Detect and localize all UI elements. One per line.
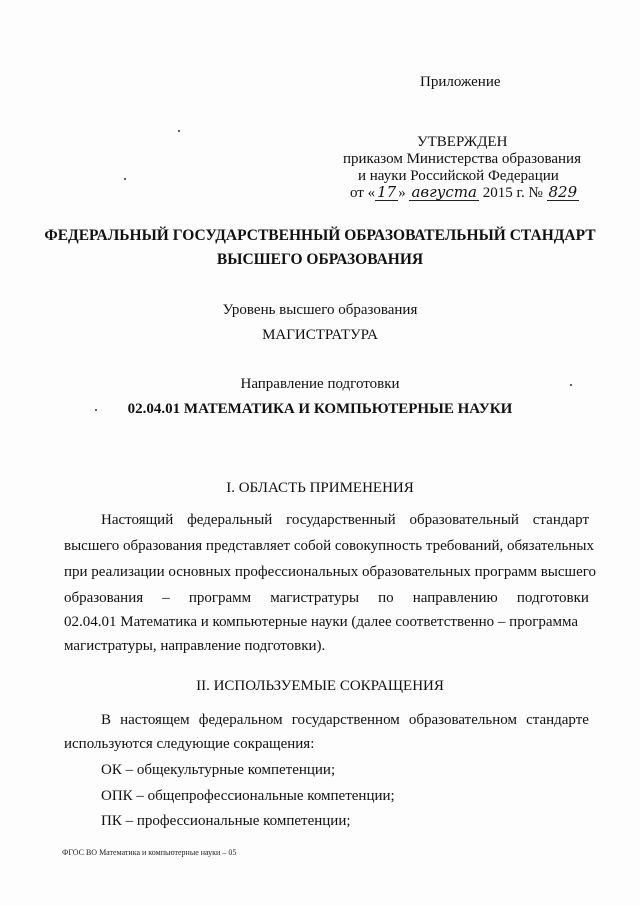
word: стандарте <box>526 712 589 728</box>
word: подготовки <box>516 590 589 606</box>
section-1-paragraph-line-2: высшего образования представляет собой совокупность требований, обязательных <box>64 538 594 554</box>
document-title-line-1: ФЕДЕРАЛЬНЫЙ ГОСУДАРСТВЕННЫЙ ОБРАЗОВАТЕЛЬНЫЙ СТАНДАРТ <box>44 227 596 244</box>
word: программ <box>188 590 252 606</box>
document-title-line-2: ВЫСШЕГО ОБРАЗОВАНИЯ <box>216 251 424 268</box>
word: образовательный <box>409 512 519 528</box>
word: направлению <box>412 590 498 606</box>
section-1-paragraph-line-3: при реализации основных профессиональных образовательных программ высшего <box>64 564 597 580</box>
section-2-paragraph-line-2: используются следующие сокращения: <box>64 736 315 752</box>
word: магистратуры <box>270 590 360 606</box>
order-number-handwritten: 829 <box>548 183 578 201</box>
date-prefix: от « <box>350 185 376 201</box>
scan-speck <box>95 409 97 411</box>
date-year: 2015 г. № <box>482 185 543 201</box>
education-level-value: МАГИСТРАТУРА <box>262 327 378 343</box>
order-line-1: приказом Министерства образования <box>343 151 581 167</box>
order-date-line <box>350 184 579 202</box>
scan-speck <box>124 178 126 180</box>
abbreviation-item: ПК – профессиональные компетенции; <box>101 813 351 829</box>
word: образовательном <box>408 712 517 728</box>
education-level-label: Уровень высшего образования <box>222 302 418 318</box>
date-mid: » <box>398 185 406 201</box>
abbreviation-item: ОПК – общепрофессиональные компетенции; <box>101 788 395 804</box>
word: государственный <box>286 512 396 528</box>
word: – <box>162 590 170 606</box>
date-day-handwritten: 17 <box>377 183 397 201</box>
scan-speck <box>178 130 180 132</box>
word: В <box>101 712 112 728</box>
word: федеральном <box>198 712 283 728</box>
order-line-2: и науки Российской Федерации <box>358 168 559 184</box>
section-1-heading: I. ОБЛАСТЬ ПРИМЕНЕНИЯ <box>226 480 414 496</box>
word: стандарт <box>532 512 589 528</box>
section-2-paragraph-line-1 <box>101 711 589 729</box>
word: по <box>378 590 394 606</box>
scan-speck <box>570 384 572 386</box>
word: образования <box>64 590 144 606</box>
approved-label: УТВЕРЖДЕН <box>417 134 508 150</box>
word: федеральный <box>187 512 273 528</box>
section-1-paragraph-line-5: 02.04.01 Математика и компьютерные науки (далее соответственно – программа <box>64 614 579 630</box>
section-1-paragraph-line-4 <box>64 589 589 607</box>
section-1-paragraph-line-1 <box>101 511 589 529</box>
date-month-handwritten: августа <box>411 183 477 201</box>
appendix-label: Приложение <box>420 74 501 90</box>
word: настоящем <box>120 712 190 728</box>
word: государственном <box>291 712 400 728</box>
abbreviation-item: ОК – общекультурные компетенции; <box>101 762 336 778</box>
page-footer: ФГОС ВО Математика и компьютерные науки – 05 <box>62 848 237 857</box>
training-direction-label: Направление подготовки <box>240 376 400 392</box>
training-direction-value: 02.04.01 МАТЕМАТИКА И КОМПЬЮТЕРНЫЕ НАУКИ <box>127 401 513 417</box>
word: Настоящий <box>101 512 174 528</box>
section-2-heading: II. ИСПОЛЬЗУЕМЫЕ СОКРАЩЕНИЯ <box>196 678 444 694</box>
section-1-paragraph-line-6: магистратуры, направление подготовки). <box>64 638 326 654</box>
